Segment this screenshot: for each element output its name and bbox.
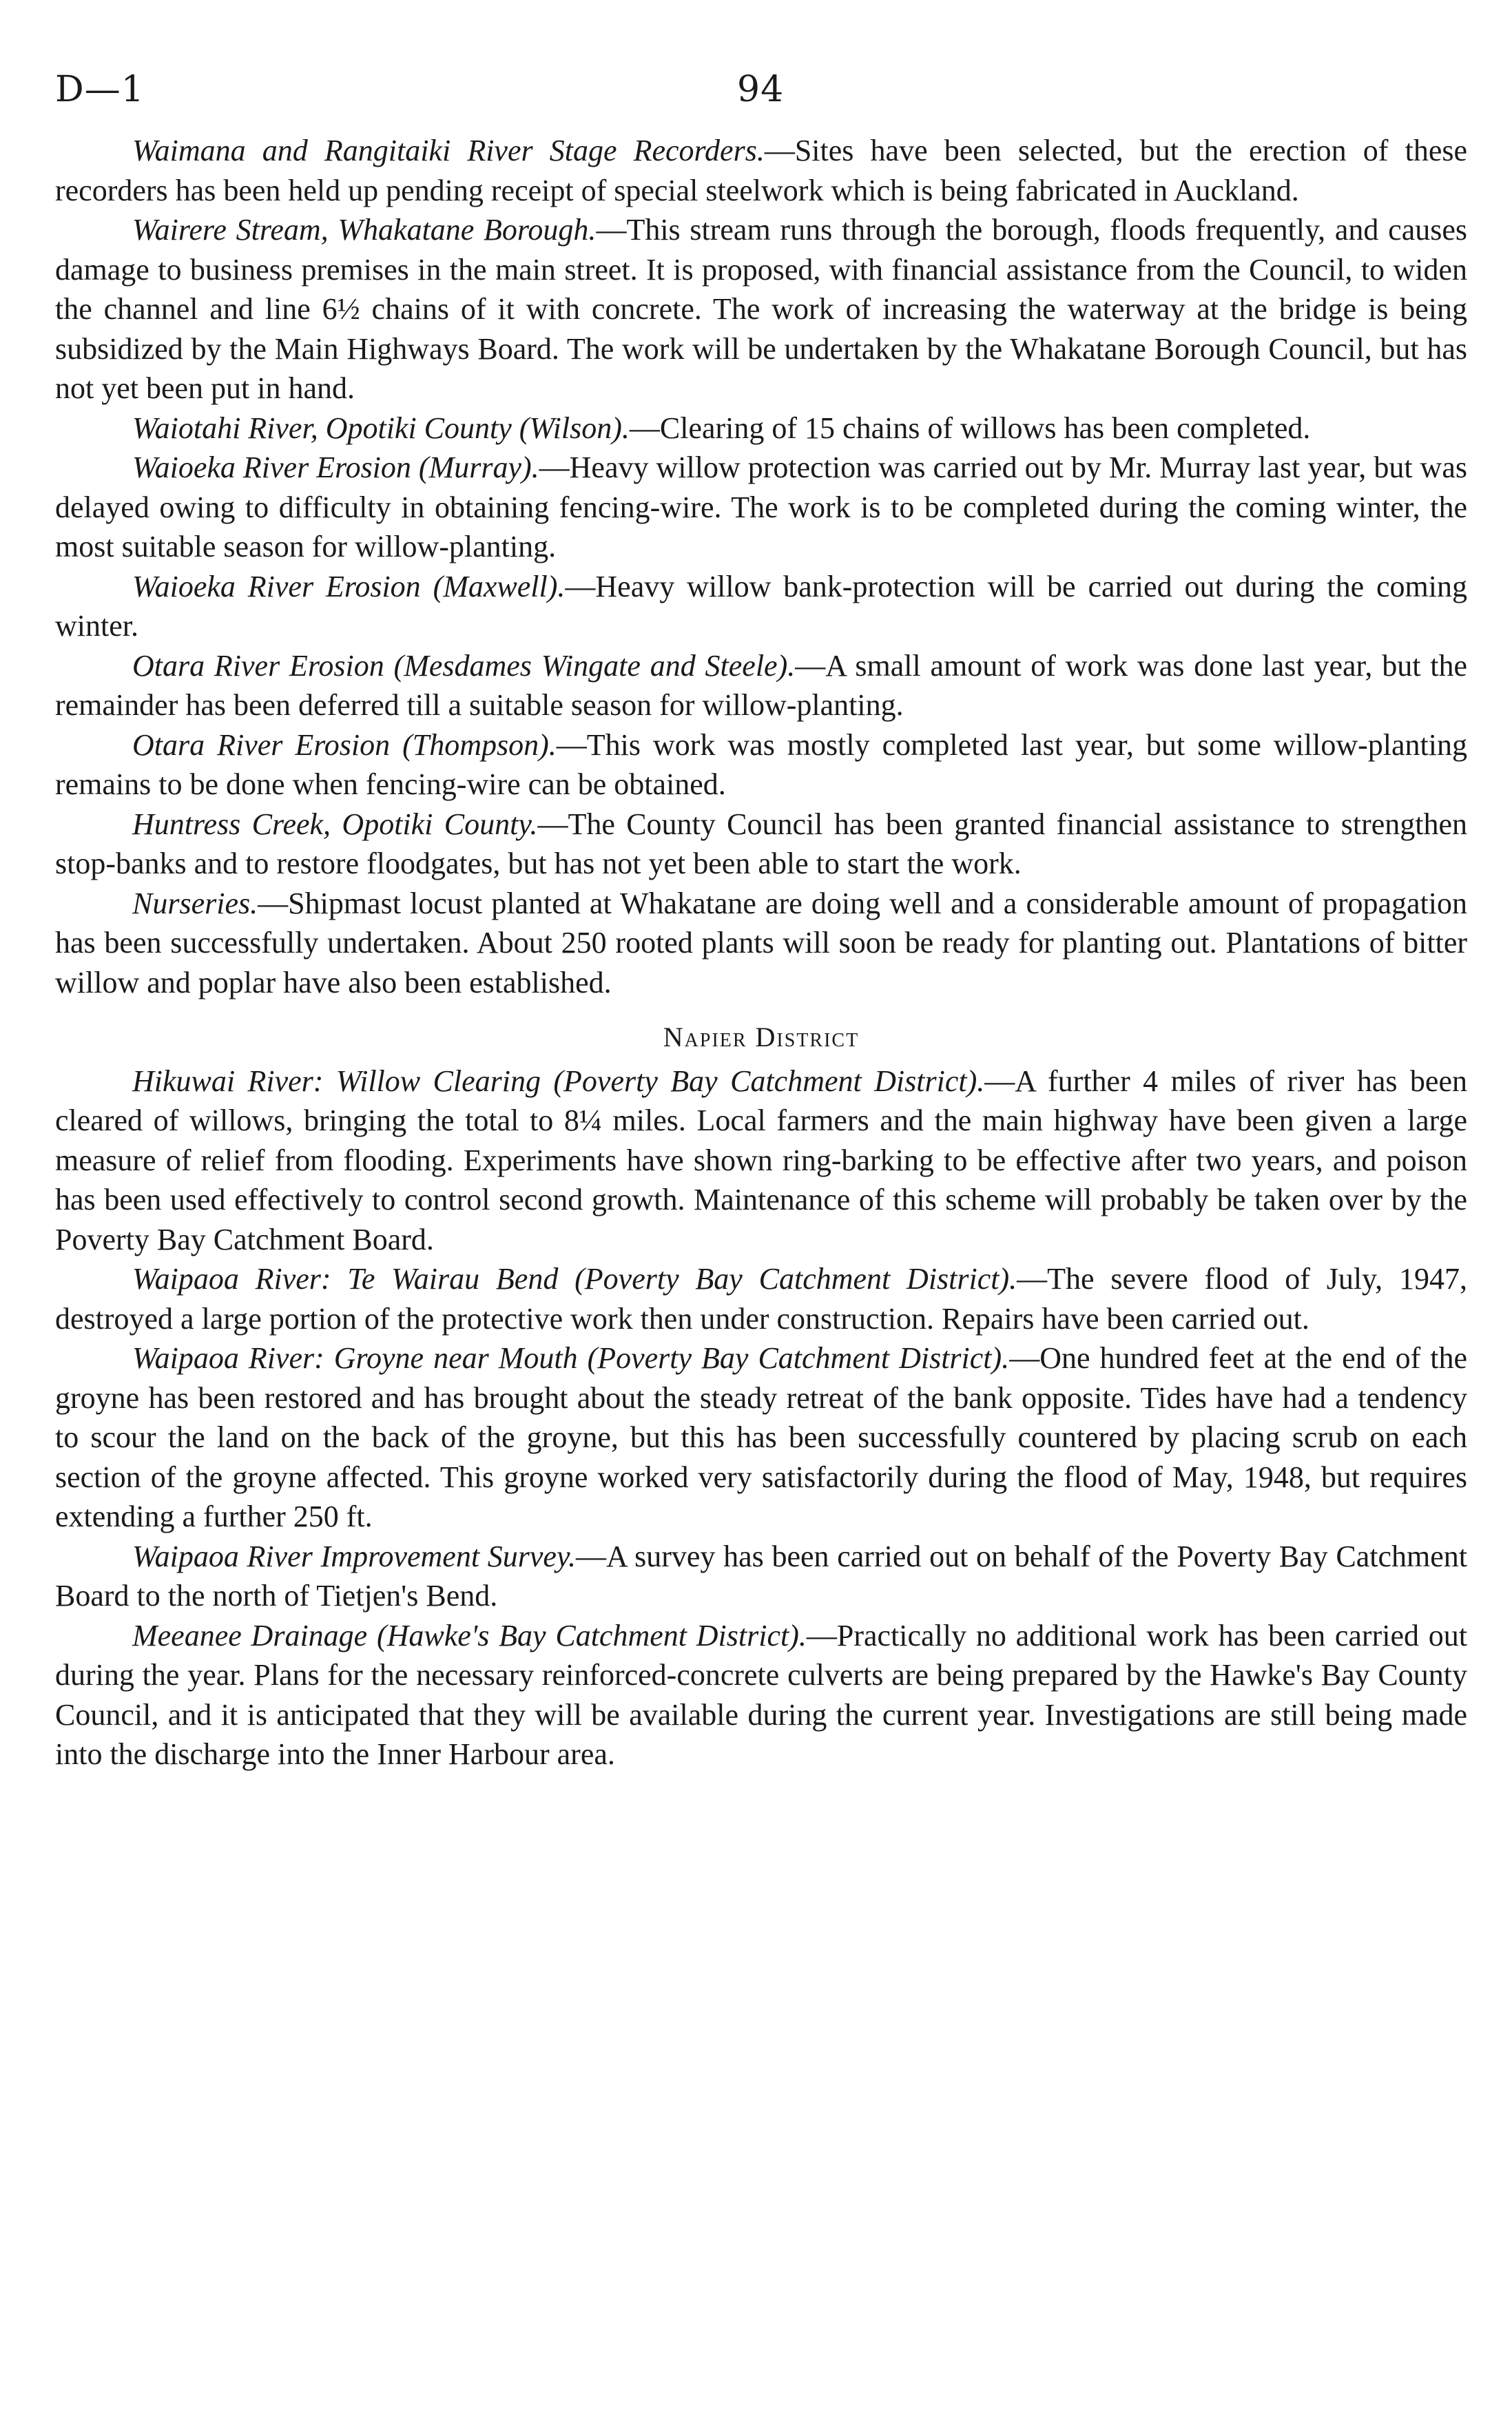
paragraph-text: —One hundred feet at the end of the groyne has been restored and has brought about the steady retreat of the bank opposite. Tides have had a tendency to scour the land on the back of the groyne, but this has been successfully countered by placing scrub on each section of the groyne affected. This groyne worked very satisfactorily during the flood of May, 1948, but requires extending a further 250 ft. — [55, 1341, 1468, 1533]
paragraph — [55, 884, 1467, 1003]
paragraph-text: —Sites have been selected, but the erection of these recorders has been held up pending receipt of special steelwork which is being fabricated in Auckland. — [55, 134, 1468, 207]
paragraph — [55, 725, 1467, 805]
paragraph — [55, 646, 1467, 725]
paragraph-text: —A survey has been carried out on behalf of the Poverty Bay Catchment Board to the north of Tietjen's Bend. — [55, 1539, 1467, 1613]
document-reference: D—1 — [55, 69, 145, 110]
paragraph-heading: Meeanee Drainage (Hawke's Bay Catchment District). — [132, 1618, 807, 1652]
paragraph-text: —Heavy willow bank-protection will be carried out during the coming winter. — [55, 569, 1467, 643]
paragraph-text: —This work was mostly completed last year, but some willow-planting remains to be done when fencing-wire can be obtained. — [55, 727, 1468, 801]
paragraph — [55, 408, 1467, 448]
paragraph-heading: Waipaoa River Improvement Survey. — [132, 1539, 577, 1573]
document-page — [55, 69, 1467, 1774]
paragraphs-top — [55, 131, 1467, 1002]
paragraph-text: —The County Council has been granted financial assistance to strengthen stop-banks and to restore floodgates, but has not yet been able to start the work. — [55, 807, 1468, 880]
paragraph-text: —Heavy willow protection was carried out by Mr. Murray last year, but was delayed owing to difficulty in obtaining fencing-wire. The work is to be completed during the coming winter, the most suitable season for willow-planting. — [55, 450, 1467, 563]
paragraph — [55, 1616, 1467, 1774]
section-heading: Napier District — [663, 1022, 860, 1053]
paragraph — [55, 1338, 1467, 1537]
paragraphs-napier — [55, 1061, 1467, 1774]
paragraph — [55, 1061, 1467, 1260]
paragraph — [55, 567, 1467, 646]
paragraph-heading: Waipaoa River: Te Wairau Bend (Poverty Bay Catchment District). — [132, 1262, 1017, 1296]
paragraph — [55, 805, 1467, 884]
paragraph-heading: Nurseries. — [132, 886, 258, 920]
paragraph-heading: Waipaoa River: Groyne near Mouth (Poverty Bay Catchment District). — [132, 1341, 1010, 1375]
paragraph-text: —This stream runs through the borough, floods frequently, and causes damage to business premises in the main street. It is proposed, with financial assistance from the Council, to widen the channel and line 6½ chains of it with concrete. The work of increasing the waterway at the bridge is being subsidized by the Main Highways Board. The work will be undertaken by the Whakatane Borough Council, but has not yet been put in hand. — [55, 213, 1468, 405]
paragraph-heading: Waiotahi River, Opotiki County (Wilson). — [132, 411, 630, 445]
paragraph-heading: Otara River Erosion (Mesdames Wingate and Steele). — [132, 648, 796, 683]
page-number: 94 — [737, 69, 785, 110]
paragraph — [55, 1537, 1467, 1616]
paragraph-text: —A small amount of work was done last year, but the remainder has been deferred till a suitable season for willow-planting. — [55, 648, 1467, 722]
paragraph-text: —Practically no additional work has been carried out during the year. Plans for the necessary reinforced-concrete culverts are being prepared by the Hawke's Bay County Council, and it is anticipated that they will be available during the current year. Investigations are still being made into the discharge into the Inner Harbour area. — [55, 1618, 1467, 1771]
paragraph-heading: Wairere Stream, Whakatane Borough. — [132, 213, 597, 247]
paragraph — [55, 448, 1467, 567]
paragraph-heading: Waimana and Rangitaiki River Stage Recorders. — [132, 134, 765, 167]
paragraph-text: —Clearing of 15 chains of willows has been completed. — [629, 411, 1311, 445]
paragraph-heading: Otara River Erosion (Thompson). — [132, 727, 557, 762]
paragraph — [55, 1259, 1467, 1338]
paragraph-heading: Huntress Creek, Opotiki County. — [132, 807, 538, 841]
paragraph-heading: Waioeka River Erosion (Murray). — [132, 450, 539, 484]
paragraph-text: —The severe flood of July, 1947, destroyed a large portion of the protective work then under construction. Repairs have been carried out. — [55, 1262, 1467, 1336]
paragraph-heading: Hikuwai River: Willow Clearing (Poverty Bay Catchment District). — [132, 1064, 985, 1098]
paragraph-text: —A further 4 miles of river has been cleared of willows, bringing the total to 8¼ miles. Local farmers and the main highway have been given a large measure of relief from flooding. Experiments have shown ring-barking to be effective after two years, and poison has been used effectively to control second growth. Maintenance of this scheme will probably be taken over by the Poverty Bay Catchment Board. — [55, 1064, 1467, 1256]
body-text — [55, 131, 1467, 1774]
paragraph — [55, 131, 1467, 210]
paragraph — [55, 210, 1467, 408]
paragraph-text: —Shipmast locust planted at Whakatane are doing well and a considerable amount of propagation has been successfully undertaken. About 250 rooted plants will soon be ready for planting out. Plantations of bitter willow and poplar have also been established. — [55, 886, 1467, 999]
paragraph-heading: Waioeka River Erosion (Maxwell). — [132, 569, 566, 603]
page-header — [55, 69, 1467, 131]
